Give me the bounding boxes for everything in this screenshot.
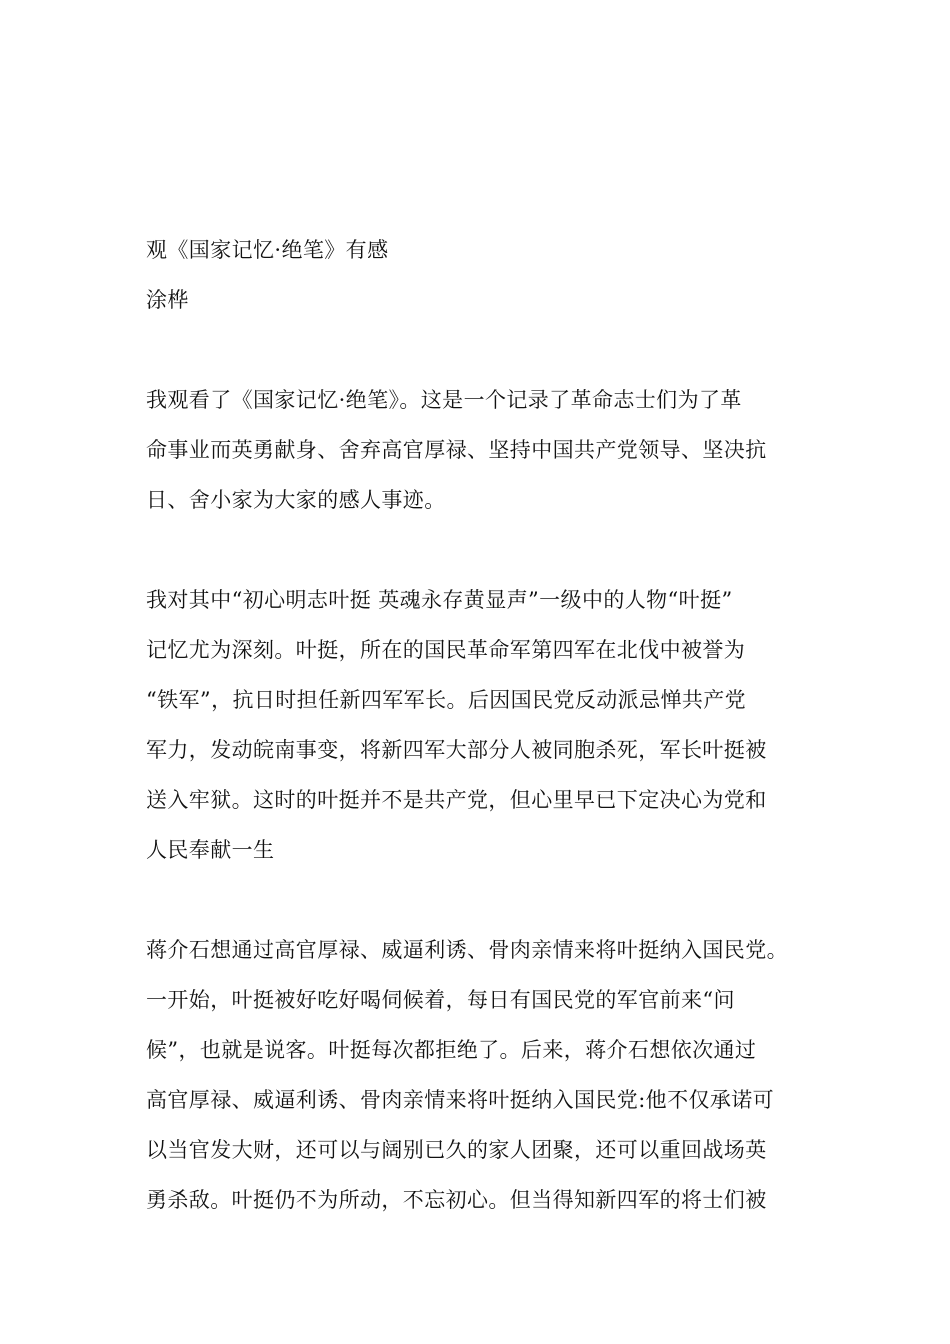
paragraph-line: 一开始，叶挺被好吃好喝伺候着，每日有国民党的军官前来“问 [146,988,735,1012]
paragraph-line: 军力，发动皖南事变，将新四军大部分人被同胞杀死，军长叶挺被 [146,738,767,762]
paragraph-line: 人民奉献一生 [146,838,275,862]
document-author: 涂桦 [146,288,189,312]
paragraph-line: 高官厚禄、威逼利诱、骨肉亲情来将叶挺纳入国民党:他不仅承诺可 [146,1088,775,1112]
paragraph-line: 日、舍小家为大家的感人事迹。 [146,488,446,512]
paragraph-line: 蒋介石想通过高官厚禄、威逼利诱、骨肉亲情来将叶挺纳入国民党。 [146,938,788,962]
paragraph-line: 勇杀敌。叶挺仍不为所动，不忘初心。但当得知新四军的将士们被 [146,1188,767,1212]
paragraph-line: 记忆尤为深刻。叶挺，所在的国民革命军第四军在北伐中被誉为 [146,638,746,662]
paragraph-line: 以当官发大财，还可以与阔别已久的家人团聚，还可以重回战场英 [146,1138,767,1162]
paragraph-line: 命事业而英勇献身、舍弃高官厚禄、坚持中国共产党领导、坚决抗 [146,438,767,462]
paragraph-line: 候”，也就是说客。叶挺每次都拒绝了。后来，蒋介石想依次通过 [146,1038,757,1062]
paragraph-line: 我观看了《国家记忆·绝笔》。这是一个记录了革命志士们为了革 [146,388,742,412]
paragraph-line: 我对其中“初心明志叶挺 英魂永存黄显声”一级中的人物“叶挺” [146,588,733,612]
document-title: 观《国家记忆·绝笔》有感 [146,238,389,262]
paragraph-line: 送入牢狱。这时的叶挺并不是共产党，但心里早已下定决心为党和 [146,788,767,812]
paragraph-line: “铁军”，抗日时担任新四军军长。后因国民党反动派忌惮共产党 [146,688,747,712]
